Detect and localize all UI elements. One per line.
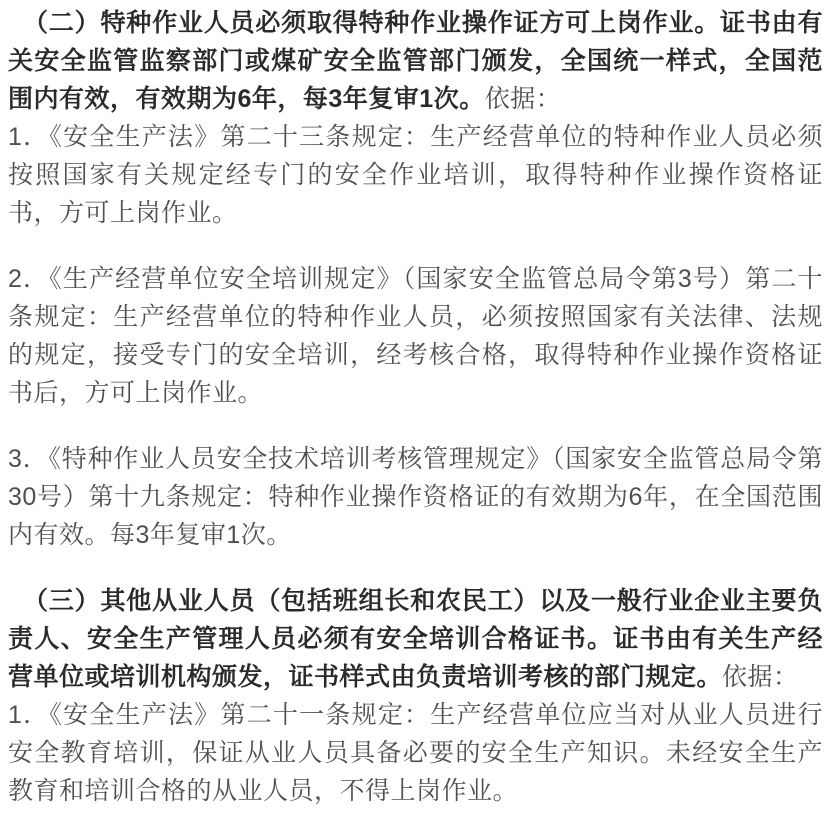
regular-text-segment: 依据： xyxy=(722,663,799,691)
regular-text-segment: 3．《特种作业人员安全技术培训考核管理规定》（国家安全监管总局令第30号）第十九条规定：特种作业操作资格证的有效期为6年，在全国范围内有效。每3年复审1次。 xyxy=(8,445,823,549)
bold-text-segment: （二）特种作业人员必须取得特种作业操作证方可上岗作业。证书由有关安全监管监察部门或煤矿安全监管部门颁发，全国统一样式，全国范围内有效，有效期为6年，每3年复审1次。 xyxy=(8,9,823,113)
regular-text-segment: 依据： xyxy=(484,85,562,113)
bold-text-segment: （三）其他从业人员（包括班组长和农民工）以及一般行业企业主要负责人、安全生产管理人员必须有安全培训合格证书。证书由有关生产经营单位或培训机构颁发，证书样式由负责培训考核的部门规定。 xyxy=(8,587,823,691)
heading-paragraph xyxy=(8,582,823,696)
document-body xyxy=(8,4,823,810)
regular-text-segment: 1．《安全生产法》第二十一条规定：生产经营单位应当对从业人员进行安全教育培训，保证从业人员具备必要的安全生产知识。未经安全生产教育和培训合格的从业人员，不得上岗作业。 xyxy=(8,701,823,805)
body-paragraph xyxy=(8,260,823,412)
body-paragraph xyxy=(8,696,823,810)
body-paragraph xyxy=(8,118,823,232)
body-paragraph xyxy=(8,440,823,554)
regular-text-segment: 1．《安全生产法》第二十三条规定：生产经营单位的特种作业人员必须按照国家有关规定经专门的安全作业培训，取得特种作业操作资格证书，方可上岗作业。 xyxy=(8,123,823,227)
regular-text-segment: 2．《生产经营单位安全培训规定》（国家安全监管总局令第3号）第二十条规定：生产经营单位的特种作业人员，必须按照国家有关法律、法规的规定，接受专门的安全培训，经考核合格，取得特种作业操作资格证书后，方可上岗作业。 xyxy=(8,265,823,407)
heading-paragraph xyxy=(8,4,823,118)
